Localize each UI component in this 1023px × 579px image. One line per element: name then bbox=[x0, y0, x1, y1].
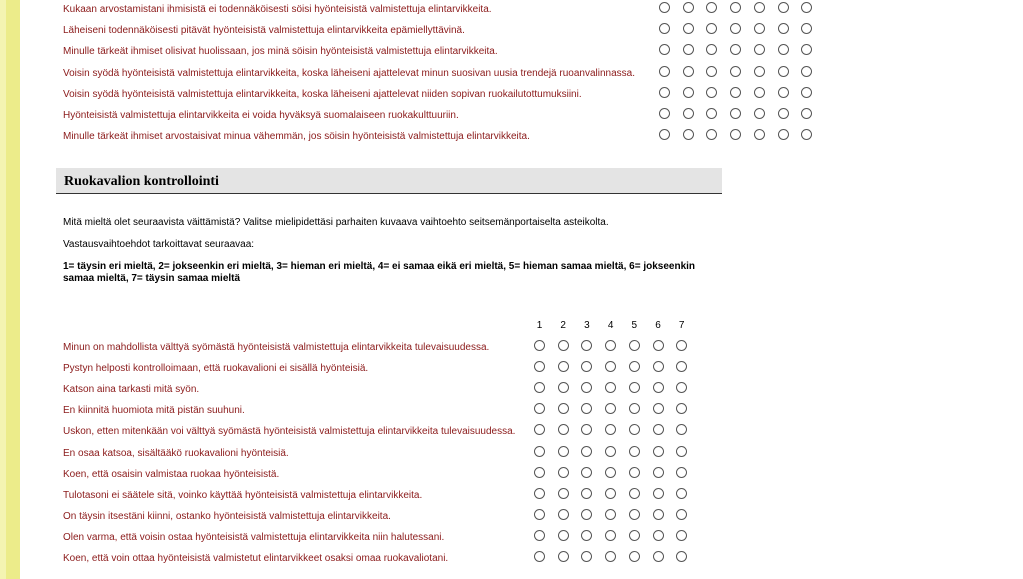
radio-option-4[interactable] bbox=[730, 129, 741, 140]
radio-option-4[interactable] bbox=[605, 340, 616, 351]
radio-option-6[interactable] bbox=[653, 403, 664, 414]
section-title: Ruokavalion kontrollointi bbox=[64, 174, 219, 189]
radio-option-1[interactable] bbox=[659, 2, 670, 13]
radio-group bbox=[659, 108, 825, 122]
radio-option-7[interactable] bbox=[801, 2, 812, 13]
radio-group bbox=[659, 87, 825, 101]
radio-option-5[interactable] bbox=[629, 382, 640, 393]
radio-option-7[interactable] bbox=[676, 488, 687, 499]
radio-option-6[interactable] bbox=[778, 87, 789, 98]
radio-option-3[interactable] bbox=[706, 44, 717, 55]
radio-option-2[interactable] bbox=[683, 87, 694, 98]
radio-group bbox=[534, 467, 700, 481]
radio-option-3[interactable] bbox=[581, 509, 592, 520]
radio-option-1[interactable] bbox=[659, 87, 670, 98]
radio-option-5[interactable] bbox=[629, 340, 640, 351]
radio-option-1[interactable] bbox=[534, 467, 545, 478]
question-text: On täysin itsestäni kiinni, ostanko hyönteisistä valmistettuja elintarvikkeita. bbox=[63, 510, 391, 522]
scale-label-4: 4 bbox=[607, 320, 614, 331]
radio-group bbox=[534, 488, 700, 502]
question-text: Koen, että osaisin valmistaa ruokaa hyönteisistä. bbox=[63, 468, 280, 480]
radio-option-2[interactable] bbox=[683, 44, 694, 55]
radio-option-6[interactable] bbox=[778, 129, 789, 140]
radio-option-5[interactable] bbox=[754, 108, 765, 119]
radio-option-3[interactable] bbox=[706, 108, 717, 119]
radio-option-5[interactable] bbox=[629, 361, 640, 372]
radio-option-6[interactable] bbox=[653, 509, 664, 520]
radio-option-7[interactable] bbox=[676, 424, 687, 435]
radio-option-3[interactable] bbox=[581, 530, 592, 541]
radio-option-2[interactable] bbox=[558, 340, 569, 351]
radio-option-1[interactable] bbox=[534, 509, 545, 520]
radio-option-5[interactable] bbox=[629, 446, 640, 457]
radio-option-5[interactable] bbox=[754, 129, 765, 140]
radio-option-4[interactable] bbox=[605, 446, 616, 457]
radio-option-6[interactable] bbox=[653, 340, 664, 351]
radio-option-2[interactable] bbox=[683, 2, 694, 13]
radio-option-2[interactable] bbox=[558, 509, 569, 520]
radio-option-6[interactable] bbox=[653, 382, 664, 393]
radio-option-2[interactable] bbox=[558, 403, 569, 414]
radio-option-3[interactable] bbox=[581, 446, 592, 457]
question-text: Voisin syödä hyönteisistä valmistettuja elintarvikkeita, koska läheiseni ajattelevat niiden sopivan ruokailutottumuksiini. bbox=[63, 88, 582, 100]
left-accent-bar-inner bbox=[0, 0, 6, 579]
radio-option-6[interactable] bbox=[778, 2, 789, 13]
radio-option-4[interactable] bbox=[605, 509, 616, 520]
radio-option-5[interactable] bbox=[629, 530, 640, 541]
radio-option-4[interactable] bbox=[730, 2, 741, 13]
radio-option-4[interactable] bbox=[605, 488, 616, 499]
radio-option-3[interactable] bbox=[706, 66, 717, 77]
radio-group bbox=[534, 424, 700, 438]
question-text: Minulle tärkeät ihmiset arvostaisivat minua vähemmän, jos söisin hyönteisistä valmistettuja elintarvikkeita. bbox=[63, 131, 530, 143]
radio-option-7[interactable] bbox=[676, 530, 687, 541]
scale-label-2: 2 bbox=[560, 320, 566, 331]
radio-option-7[interactable] bbox=[676, 361, 687, 372]
radio-option-7[interactable] bbox=[676, 446, 687, 457]
radio-option-4[interactable] bbox=[605, 551, 616, 562]
radio-option-5[interactable] bbox=[629, 403, 640, 414]
radio-group bbox=[534, 382, 700, 396]
radio-option-6[interactable] bbox=[778, 108, 789, 119]
question-text: Läheiseni todennäköisesti pitävät hyönteisistä valmistettuja elintarvikkeita epämiellyttävinä. bbox=[63, 25, 465, 37]
radio-option-4[interactable] bbox=[730, 87, 741, 98]
question-text: Minulle tärkeät ihmiset olisivat huolissaan, jos minä söisin hyönteisistä valmistettuja elintarvikkeita. bbox=[63, 46, 498, 58]
radio-option-3[interactable] bbox=[706, 87, 717, 98]
radio-option-3[interactable] bbox=[581, 467, 592, 478]
radio-option-7[interactable] bbox=[676, 340, 687, 351]
question-text: Minun on mahdollista välttyä syömästä hyönteisistä valmistettuja elintarvikkeita tulevaisuudessa. bbox=[63, 342, 490, 353]
scale-label-3: 3 bbox=[584, 320, 590, 331]
radio-option-7[interactable] bbox=[801, 87, 812, 98]
radio-option-1[interactable] bbox=[534, 424, 545, 435]
radio-option-7[interactable] bbox=[676, 382, 687, 393]
radio-option-6[interactable] bbox=[653, 361, 664, 372]
radio-option-1[interactable] bbox=[534, 403, 545, 414]
radio-option-4[interactable] bbox=[605, 382, 616, 393]
radio-option-1[interactable] bbox=[534, 382, 545, 393]
scale-label-1: 1 bbox=[536, 320, 543, 331]
radio-option-4[interactable] bbox=[730, 108, 741, 119]
radio-option-5[interactable] bbox=[754, 44, 765, 55]
radio-option-4[interactable] bbox=[730, 66, 741, 77]
radio-group bbox=[659, 44, 825, 58]
question-text: En kiinnitä huomiota mitä pistän suuhuni. bbox=[63, 405, 245, 417]
radio-option-2[interactable] bbox=[558, 488, 569, 499]
question-text: Tulotasoni ei säätele sitä, voinko käyttää hyönteisistä valmistettuja elintarvikkeita. bbox=[63, 489, 423, 501]
radio-option-2[interactable] bbox=[683, 23, 694, 34]
radio-option-6[interactable] bbox=[653, 488, 664, 499]
radio-option-5[interactable] bbox=[754, 23, 765, 34]
radio-option-5[interactable] bbox=[629, 509, 640, 520]
radio-option-4[interactable] bbox=[605, 530, 616, 541]
radio-option-2[interactable] bbox=[683, 129, 694, 140]
radio-option-1[interactable] bbox=[534, 446, 545, 457]
radio-group bbox=[659, 129, 825, 143]
radio-option-2[interactable] bbox=[558, 361, 569, 372]
radio-option-4[interactable] bbox=[605, 361, 616, 372]
radio-option-5[interactable] bbox=[754, 66, 765, 77]
question-text: Pystyn helposti kontrolloimaan, että ruokavalioni ei sisällä hyönteisiä. bbox=[63, 363, 369, 375]
radio-option-5[interactable] bbox=[754, 2, 765, 13]
scale-label-7: 7 bbox=[678, 320, 685, 331]
question-text: Uskon, etten mitenkään voi välttyä syömästä hyönteisistä valmistettuja elintarvikkeita tulevaisuudessa. bbox=[63, 426, 516, 438]
radio-option-5[interactable] bbox=[629, 467, 640, 478]
radio-option-6[interactable] bbox=[653, 446, 664, 457]
radio-option-3[interactable] bbox=[581, 488, 592, 499]
scale-label-5: 5 bbox=[631, 320, 638, 331]
question-text: Koen, että voin ottaa hyönteisistä valmistetut elintarvikkeet osaksi omaa ruokavaliotani. bbox=[63, 553, 449, 564]
question-text: Hyönteisistä valmistettuja elintarvikkeita ei voida hyväksyä suomalaiseen ruokakulttuuriin. bbox=[63, 110, 459, 121]
radio-option-3[interactable] bbox=[706, 2, 717, 13]
radio-option-6[interactable] bbox=[653, 467, 664, 478]
radio-option-6[interactable] bbox=[653, 424, 664, 435]
radio-option-4[interactable] bbox=[605, 467, 616, 478]
radio-option-6[interactable] bbox=[778, 66, 789, 77]
scale-description: 1= täysin eri mieltä, 2= jokseenkin eri mieltä, 3= hieman eri mieltä, 4= ei samaa eikä eri mieltä, 5= hieman samaa mieltä, 6= jokseenkin samaa mieltä, 7= täysin samaa mieltä bbox=[63, 261, 696, 284]
radio-option-1[interactable] bbox=[659, 129, 670, 140]
radio-option-2[interactable] bbox=[558, 424, 569, 435]
radio-group bbox=[534, 530, 700, 544]
radio-option-2[interactable] bbox=[558, 530, 569, 541]
radio-group bbox=[534, 551, 700, 565]
radio-option-3[interactable] bbox=[581, 424, 592, 435]
radio-option-2[interactable] bbox=[683, 66, 694, 77]
radio-option-7[interactable] bbox=[801, 108, 812, 119]
radio-option-4[interactable] bbox=[730, 23, 741, 34]
radio-option-7[interactable] bbox=[676, 551, 687, 562]
radio-option-2[interactable] bbox=[558, 467, 569, 478]
radio-option-5[interactable] bbox=[754, 87, 765, 98]
radio-option-6[interactable] bbox=[653, 530, 664, 541]
question-text: Voisin syödä hyönteisistä valmistettuja elintarvikkeita, koska läheiseni ajattelevat minun suosivan uusia trendejä ruoanvalinnassa. bbox=[63, 67, 635, 79]
radio-group bbox=[659, 23, 825, 37]
radio-option-7[interactable] bbox=[676, 467, 687, 478]
radio-option-1[interactable] bbox=[659, 23, 670, 34]
radio-option-1[interactable] bbox=[534, 551, 545, 562]
radio-group bbox=[534, 446, 700, 460]
left-accent-bar bbox=[0, 0, 20, 579]
radio-option-6[interactable] bbox=[653, 551, 664, 562]
radio-option-3[interactable] bbox=[581, 551, 592, 562]
radio-option-1[interactable] bbox=[659, 108, 670, 119]
radio-group bbox=[659, 66, 825, 80]
radio-option-3[interactable] bbox=[581, 382, 592, 393]
radio-option-4[interactable] bbox=[730, 44, 741, 55]
radio-group bbox=[534, 340, 700, 354]
radio-option-3[interactable] bbox=[706, 23, 717, 34]
radio-group bbox=[534, 361, 700, 375]
radio-group bbox=[534, 403, 700, 417]
options-intro: Vastausvaihtoehdot tarkoittavat seuraavaa: bbox=[63, 239, 255, 250]
radio-option-4[interactable] bbox=[605, 424, 616, 435]
radio-option-7[interactable] bbox=[801, 23, 812, 34]
radio-option-1[interactable] bbox=[534, 488, 545, 499]
question-text: Kukaan arvostamistani ihmisistä ei todennäköisesti söisi hyönteisistä valmistettuja elintarvikkeita. bbox=[63, 4, 492, 15]
radio-option-7[interactable] bbox=[801, 66, 812, 77]
radio-option-2[interactable] bbox=[558, 551, 569, 562]
radio-option-1[interactable] bbox=[534, 361, 545, 372]
question-text: En osaa katsoa, sisältääkö ruokavalioni hyönteisiä. bbox=[63, 447, 289, 459]
radio-option-6[interactable] bbox=[778, 23, 789, 34]
radio-option-3[interactable] bbox=[706, 129, 717, 140]
radio-option-7[interactable] bbox=[801, 129, 812, 140]
radio-option-2[interactable] bbox=[558, 382, 569, 393]
radio-group bbox=[534, 509, 700, 523]
radio-option-2[interactable] bbox=[558, 446, 569, 457]
radio-option-1[interactable] bbox=[534, 340, 545, 351]
radio-group bbox=[659, 2, 825, 16]
radio-option-1[interactable] bbox=[659, 44, 670, 55]
radio-option-6[interactable] bbox=[778, 44, 789, 55]
radio-option-2[interactable] bbox=[683, 108, 694, 119]
radio-option-3[interactable] bbox=[581, 361, 592, 372]
radio-option-7[interactable] bbox=[801, 44, 812, 55]
section-header bbox=[56, 168, 722, 194]
question-text: Katson aina tarkasti mitä syön. bbox=[63, 384, 200, 396]
radio-option-3[interactable] bbox=[581, 403, 592, 414]
radio-option-7[interactable] bbox=[676, 403, 687, 414]
radio-option-5[interactable] bbox=[629, 488, 640, 499]
radio-option-3[interactable] bbox=[581, 340, 592, 351]
radio-option-1[interactable] bbox=[659, 66, 670, 77]
radio-option-1[interactable] bbox=[534, 530, 545, 541]
radio-option-5[interactable] bbox=[629, 424, 640, 435]
radio-option-4[interactable] bbox=[605, 403, 616, 414]
radio-option-7[interactable] bbox=[676, 509, 687, 520]
radio-option-5[interactable] bbox=[629, 551, 640, 562]
scale-label-6: 6 bbox=[655, 320, 661, 331]
question-text: Olen varma, että voisin ostaa hyönteisistä valmistettuja elintarvikkeita niin halutessani. bbox=[63, 531, 445, 543]
section-intro: Mitä mieltä olet seuraavista väittämistä? Valitse mielipidettäsi parhaiten kuvaava vaihtoehto seitsemänportaiselta asteikolta. bbox=[63, 217, 609, 228]
